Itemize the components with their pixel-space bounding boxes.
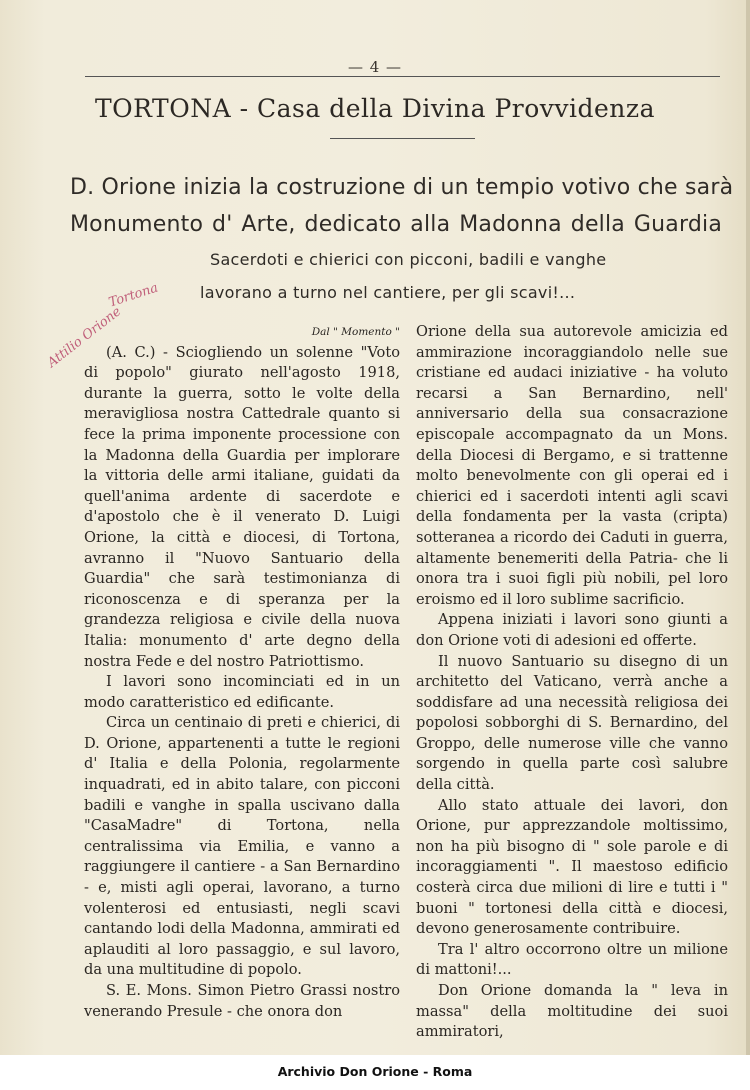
archive-footer: Archivio Don Orione - Roma [0, 1055, 750, 1090]
paragraph: I lavori sono incominciati ed in un modo caratteristico ed edificante. [84, 673, 400, 711]
subtitle-line-3: Sacerdoti e chierici con picconi, badili e vanghe [210, 250, 607, 269]
paragraph: Allo stato attuale dei lavori, don Orione, pur apprezzandole moltissimo, non ha più bisogno di " sole parole e di incoraggiamenti ". Il maestoso edificio costerà circa due milioni di lire e tutti i " buoni " tortonesi della città e diocesi, devono generosamente contribuire. [416, 796, 728, 938]
paragraph: Il nuovo Santuario su disegno di un architetto del Vaticano, verrà anche a soddisfare ad una necessità religiosa dei popolosi sobborghi di S. Bernardino, del Groppo, delle numerose ville che vanno sorgendo in quella parte così salubre della città. [416, 652, 728, 794]
paragraph: Orione della sua autorevole amicizia ed ammirazione incoraggiandolo nelle sue cristiane ed audaci iniziative - ha voluto recarsi a San Bernardino, nell' anniversario della sua consacrazione episcopale accompagnato da un Mons. della Diocesi di Bergamo, e si trattenne molto benevolmente con gli operai ed i chierici ed i sacerdoti intenti agli scavi della fondamenta per la vasta (cripta) sotteranea a ricordo dei Caduti in guerra, altamente benemeriti della Patria- che li onora tra i suoi figli più nobili, pel loro eroismo ed il loro sublime sacrificio. [416, 323, 728, 608]
handwritten-note-2: Attilio Orione [44, 304, 125, 371]
paragraph: Don Orione domanda la " leva in massa" della moltitudine dei suoi ammiratori, [416, 982, 728, 1041]
left-column [84, 322, 400, 1022]
paragraph: Tra l' altro occorrono oltre un milione di mattoni!... [416, 940, 728, 979]
paragraph: S. E. Mons. Simon Pietro Grassi nostro venerando Presule - che onora don [84, 982, 400, 1020]
handwritten-note-1: Tortona [106, 280, 160, 311]
page-number: — 4 — [347, 58, 403, 76]
right-column [416, 322, 728, 1043]
paragraph: Appena iniziati i lavori sono giunti a don Orione voti di adesioni ed offerte. [416, 611, 728, 649]
subtitle-line-4: lavorano a turno nel cantiere, per gli scavi!... [200, 283, 576, 302]
subtitle-line-2: Monumento d' Arte, dedicato alla Madonna della Guardia [70, 212, 722, 237]
source-attribution: Dal " Momento " [311, 326, 400, 338]
heading-underline [330, 138, 475, 139]
paragraph: Circa un centinaio di preti e chierici, di D. Orione, appartenenti a tutte le regioni d' Italia e della Polonia, regolarmente inquadrati, ed in abito talare, con picconi badili e vanghe in spalla uscivano dalla "CasaMadre" di Tortona, nella centralissima via Emilia, e vanno a raggiungere il cantiere - a San Bernardino - e, misti agli operai, lavorano, a turno volenterosi ed entusiasti, negli scavi cantando lodi della Madonna, ammirati ed aplauditi al loro passaggio, e sul lavoro, da una multitudine di popolo. [84, 714, 400, 979]
page-edge [746, 0, 750, 1055]
subtitle-line-1: D. Orione inizia la costruzione di un tempio votivo che sarà [70, 175, 734, 200]
page-heading: TORTONA - Casa della Divina Provvidenza [94, 94, 655, 123]
paragraph: (A. C.) - Sciogliendo un solenne "Voto di popolo" giurato nell'agosto 1918, durante la guerra, sotto le volte della meravigliosa nostra Cattedrale quanto si fece la prima imponente processione con la Madonna della Guardia per implorare la vittoria delle armi italiane, guidati da quell'anima ardente di sacerdote e d'apostolo che è il venerato D. Luigi Orione, la città e diocesi, di Tortona, avranno il "Nuovo Santuario della Guardia" che sarà testimonianza di riconoscenza e di speranza per la grandezza religiosa e civile della nuova Italia: monumento d' arte degno della nostra Fede e del nostro Patriottismo. [84, 343, 400, 670]
top-rule [85, 76, 720, 77]
